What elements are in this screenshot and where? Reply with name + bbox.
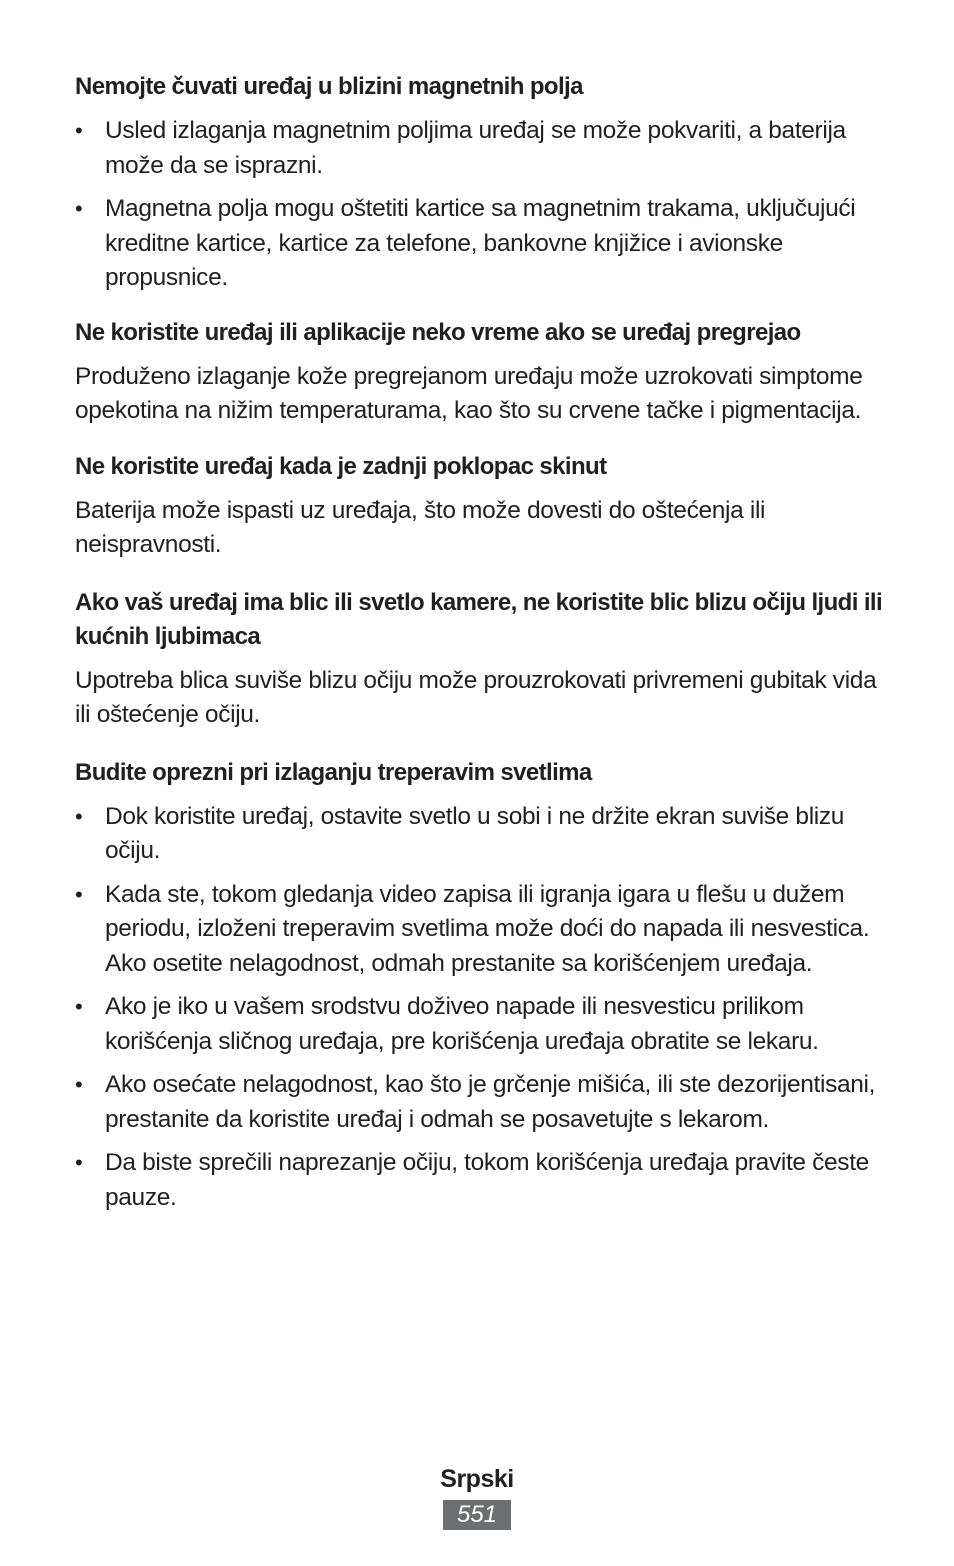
list-item xyxy=(75,878,885,982)
section-heading: Budite oprezni pri izlaganju treperavim svetlima xyxy=(75,758,592,786)
document-body xyxy=(75,70,885,1239)
section-flashing-lights xyxy=(75,756,885,1216)
bullet-icon: • xyxy=(75,881,83,907)
bullet-icon: • xyxy=(75,196,83,221)
list-item-text: Ako je iko u vašem srodstvu doživeo napade ili nesvesticu prilikom korišćenja sličnog uređaja, pre korišćenja uređaja obratite se lekaru. xyxy=(105,993,819,1055)
section-overheating xyxy=(75,316,885,429)
section-paragraph: Produženo izlaganje kože pregrejanom uređaju može uzrokovati simptome opekotina na nižim temperaturama, kao što su crvene tačke i pigmentacija. xyxy=(75,362,863,424)
list-item-text: Usled izlaganja magnetnim poljima uređaj se može pokvariti, a baterija može da se isprazni. xyxy=(105,117,846,179)
list-item-text: Da biste sprečili naprezanje očiju, tokom korišćenja uređaja pravite česte pauze. xyxy=(105,1149,869,1211)
bullet-list xyxy=(75,800,885,1216)
section-back-cover xyxy=(75,450,885,563)
bullet-icon: • xyxy=(75,1150,83,1175)
list-item xyxy=(75,114,885,183)
page-number: 551 xyxy=(443,1500,511,1530)
bullet-icon: • xyxy=(75,1072,83,1097)
bullet-icon: • xyxy=(75,118,83,143)
section-paragraph: Baterija može ispasti uz uređaja, što može dovesti do oštećenja ili neispravnosti. xyxy=(75,496,766,558)
list-item xyxy=(75,1146,885,1215)
list-item xyxy=(75,800,885,869)
section-heading: Ne koristite uređaj ili aplikacije neko vreme ako se uređaj pregrejao xyxy=(75,318,801,346)
list-item-text: Kada ste, tokom gledanja video zapisa ili igranja igara u flešu u dužem periodu, izloženi treperavim svetlima može doći do napada ili nesvestica. Ako osetite nelagodnost, odmah prestanite sa korišćenjem uređaja. xyxy=(105,880,870,977)
bullet-icon: • xyxy=(75,994,83,1019)
page-footer xyxy=(0,1462,954,1530)
section-heading: Ako vaš uređaj ima blic ili svetlo kamere, ne koristite blic blizu očiju ljudi ili kućnih ljubimaca xyxy=(75,588,883,650)
list-item xyxy=(75,990,885,1059)
list-item xyxy=(75,1068,885,1137)
list-item-text: Magnetna polja mogu oštetiti kartice sa magnetnim trakama, uključujući kreditne kartice, kartice za telefone, bankovne knjižice i avionske propusnice. xyxy=(105,195,856,291)
section-heading: Ne koristite uređaj kada je zadnji poklopac skinut xyxy=(75,452,607,480)
section-heading: Nemojte čuvati uređaj u blizini magnetnih polja xyxy=(75,73,583,100)
list-item-text: Dok koristite uređaj, ostavite svetlo u sobi i ne držite ekran suviše blizu očiju. xyxy=(105,802,845,864)
bullet-list xyxy=(75,114,885,296)
list-item xyxy=(75,192,885,296)
section-magnetic-fields xyxy=(75,70,885,296)
bullet-icon: • xyxy=(75,803,83,829)
section-camera-flash xyxy=(75,586,885,733)
footer-language: Srpski xyxy=(440,1465,514,1493)
list-item-text: Ako osećate nelagodnost, kao što je grčenje mišića, ili ste dezorijentisani, prestanite da koristite uređaj i odmah se posavetujte s lekarom. xyxy=(105,1071,876,1133)
section-paragraph: Upotreba blica suviše blizu očiju može prouzrokovati privremeni gubitak vida ili oštećenje očiju. xyxy=(75,666,877,728)
